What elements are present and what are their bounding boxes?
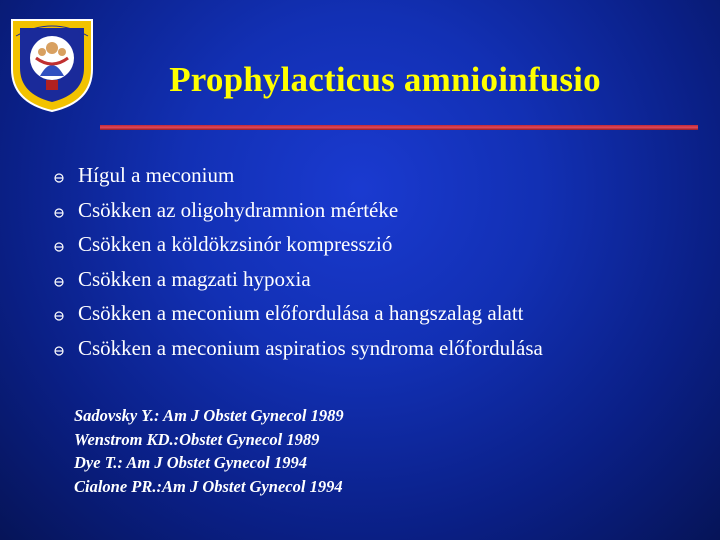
bullet-icon: [54, 242, 64, 252]
reference-line: Cialone PR.:Am J Obstet Gynecol 1994: [74, 476, 343, 496]
list-item: [52, 264, 543, 299]
bullet-text: Csökken a köldökzsinór kompresszió: [78, 232, 393, 256]
bullet-text: Csökken a meconium aspiratios syndroma előfordulása: [78, 335, 543, 360]
bullet-icon: [54, 208, 64, 218]
reference-line: Wenstrom KD.:Obstet Gynecol 1989: [74, 429, 320, 449]
bullet-text: Hígul a meconium: [78, 163, 235, 187]
title-divider: [100, 125, 698, 130]
page-title: Prophylacticus amnioinfusio: [169, 60, 601, 99]
bullet-icon: [54, 311, 64, 321]
reference-line: Dye T.: Am J Obstet Gynecol 1994: [74, 453, 307, 472]
reference-line: Sadovsky Y.: Am J Obstet Gynecol 1989: [74, 406, 344, 425]
list-item: [52, 195, 543, 230]
list-item: [52, 298, 543, 333]
list-item: [52, 333, 543, 368]
references-block: [74, 404, 344, 498]
bullet-text: Csökken a magzati hypoxia: [78, 266, 311, 291]
bullet-icon: [54, 346, 64, 356]
bullet-icon: [54, 277, 64, 287]
list-item: [52, 160, 543, 195]
bullet-text: Csökken a meconium előfordulása a hangszalag alatt: [78, 301, 524, 325]
bullet-icon: [54, 173, 64, 183]
bullet-list: [52, 160, 543, 367]
list-item: [52, 229, 543, 264]
bullet-text: Csökken az oligohydramnion mértéke: [78, 197, 399, 222]
